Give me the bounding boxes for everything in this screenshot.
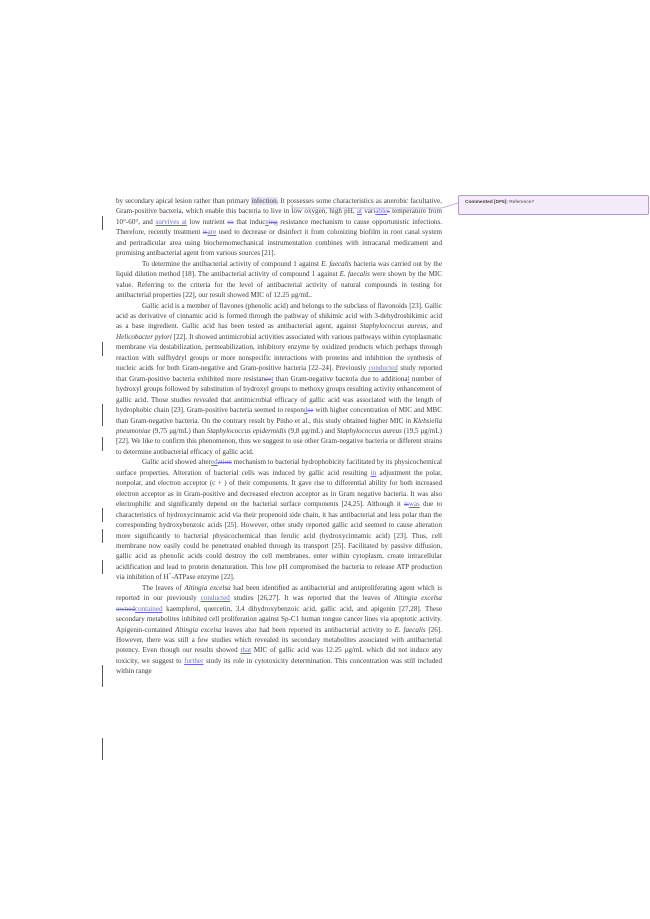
deletion: ation	[217, 458, 232, 467]
insertion: contained	[134, 604, 163, 613]
insertion: e	[265, 217, 269, 226]
insertion: d	[303, 406, 308, 415]
paragraph-2: To determine the antibacterial activity of compound 1 against E. faecalis bacteria was carried out by the liquid dilution method [18]. The antibacterial activity of compound 1 against E. faecalis were shown by the MIC value. Referring to the criteria for the level of antibacterial activity of natural compounds in testing for antibacterial properties [22], our result showed MIC of 12.25 μg/mL.	[116, 259, 442, 300]
insertion: in	[370, 468, 377, 477]
insertion: that	[240, 646, 252, 655]
deletion: is	[404, 500, 409, 509]
insertion: further	[184, 656, 204, 665]
deletion: is	[202, 228, 208, 237]
comment-text: Reference?	[509, 200, 535, 205]
commented-text[interactable]: infection.	[251, 197, 279, 205]
paragraph-4: Gallic acid showed alteredation mechanism to bacterial hydrophobicity facilitated by its physicochemical surface properties. Alteration of bacterial cells was induced by gallic acid resulting in adjustment the polar, nonpolar, and electron acceptor (c + ) of their components. It gave rise to differential ability for both increased electron acceptor as in Gram-positive and decreased electron acceptor as in Gram negative bacteria. It was also electrophilic and significantly depend on the bacterial surface components [24,25]. Although it iswas due to characteristics of hydroxycinnamic acid via their propenoid side chain, it has antibacterial and less polar than the corresponding hydroxybenzoic acids [25]. However, other study reported gallic acid seemed to cause alteration more significantly to bacterial physicochemical than ferulic acid (hydroxycinnamic acid) [23]. Thus, cell membrane now easily could be penetrated enabled through its transport [25]. Facilitated by passive diffusion, gallic acid as phenolic acids could destroy the cell membranes, enter within cytoplasm, create intracellular acidification and lead to protein denaturation. This low pH compromised the bacteria to release ATP production via inhibition of H+-ATPase enzyme [22].	[116, 458, 442, 582]
insertion: at	[356, 207, 362, 216]
insertion: t	[271, 374, 274, 383]
insertion: l	[407, 374, 410, 383]
deletion: s	[387, 207, 390, 216]
insertion: was	[408, 500, 420, 509]
paragraph-1: by secondary apical lesion rather than primary infection. It possesses some characteristics as anerobic facultative, Gram-positive bacteria, which enable this bacteria to live in low oxygen, high pH, at variables temperature from 10°-60°, and survives at low nutrient so that induceing resistance mechanism to cause opportunistic infections. Therefore, recently treatment isare used to decrease or disinfect it from colonizing biofilm in root canal system and periradicular area using biochemomechanical instrumentation combines with intracanal medicament and promising antibacterial agent from various sources [21].	[116, 197, 442, 258]
insertion: able	[375, 207, 388, 216]
insertion: are	[207, 228, 217, 237]
comment-balloon[interactable]	[458, 195, 649, 215]
insertion: ed	[210, 458, 218, 467]
deletion: se	[307, 406, 314, 415]
comment-label: Commented [DF5]:	[465, 200, 508, 205]
paragraph-5: The leaves of Altingia excelsa had been identified as antibacterial and antiproliferating agent which is reported in our previously conducted studies [26,27]. It was reported that the leaves of Altingia excelsa ownedcontained kaempferol, quercetin, 3,4 dihydroxybenzoic acid, gallic acid, and apigenin [27,28]. These secondary metabolites inhibited cell proliferation against Sp-C1 human tongue cancer lines via apoptotic activity. Apigenin-contained Altingia excelsa leaves also had been reported its antibacterial activity to E. faecalis [26]. However, there was still a few studies which revealed its secondary metabolites associated with antibacterial potency. Even though our results showed that MIC of gallic acid was 12.25 μg/mL which did not induce any toxicity, we suggest to further study its role in cytotoxicity determination. This concentration was still included within range	[116, 583, 442, 676]
deletion: so	[227, 217, 234, 226]
insertion: survives at	[155, 217, 187, 226]
deletion: ing	[268, 217, 278, 226]
deletion: ce	[265, 374, 272, 383]
insertion: conducted	[368, 364, 398, 373]
paragraph-3: Gallic acid is a member of flavones (phenolic acid) and belongs to the subclass of flavonoids [23]. Gallic acid as derivative of cinnamic acid is formed through the pathway of shikimic acid with 3-dehydroshikimic acid as a base ingredient. Gallic acid has been tested as antibacterial agent, against Staphylococcus aureus, and Helicobacter pylori [22]. It showed antimicrobial activities associated with various pathways within cytoplasmatic membrane via destabilization, permeabilization, inhibitory enzyme by oxidized products which perhaps through reaction with sulfhydryl groups or more nonspecific interactions with proteins and inhibition the synthesis of nucleic acids for both Gram-negative and Gram-positive bacteria [22–24]. Previously conducted study reported that Gram-positive bacteria exhibited more resistancet than Gram-negative bacteria due to additional number of hydroxyl groups followed by substitution of hydroxyl groups to methoxy groups resulting activity enhancement of gallic acid. Those studies revealed that antimicrobial efficacy of gallic acid was associated with the length of hydrophobic chain [23]. Gram-positive bacteria seemed to respondse with higher concentration of MIC and MBC than Gram-negative bacteria. On the contrary result by Pinho et al., this study obtained higher MIC in Klebsiella pneumoniae (9,75 μg/mL) than Staphylococcus epidermidis (9,8 μg/mL) and Staphylococcus aureus (19,5 μg/mL) [22]. We like to confirm this phenomenon, thus we suggest to use other Gram-negative bacteria or different strains to determine antibacterial efficacy of gallic acid.	[116, 301, 443, 456]
deletion: owned	[116, 604, 135, 613]
insertion: conducted	[200, 594, 230, 603]
